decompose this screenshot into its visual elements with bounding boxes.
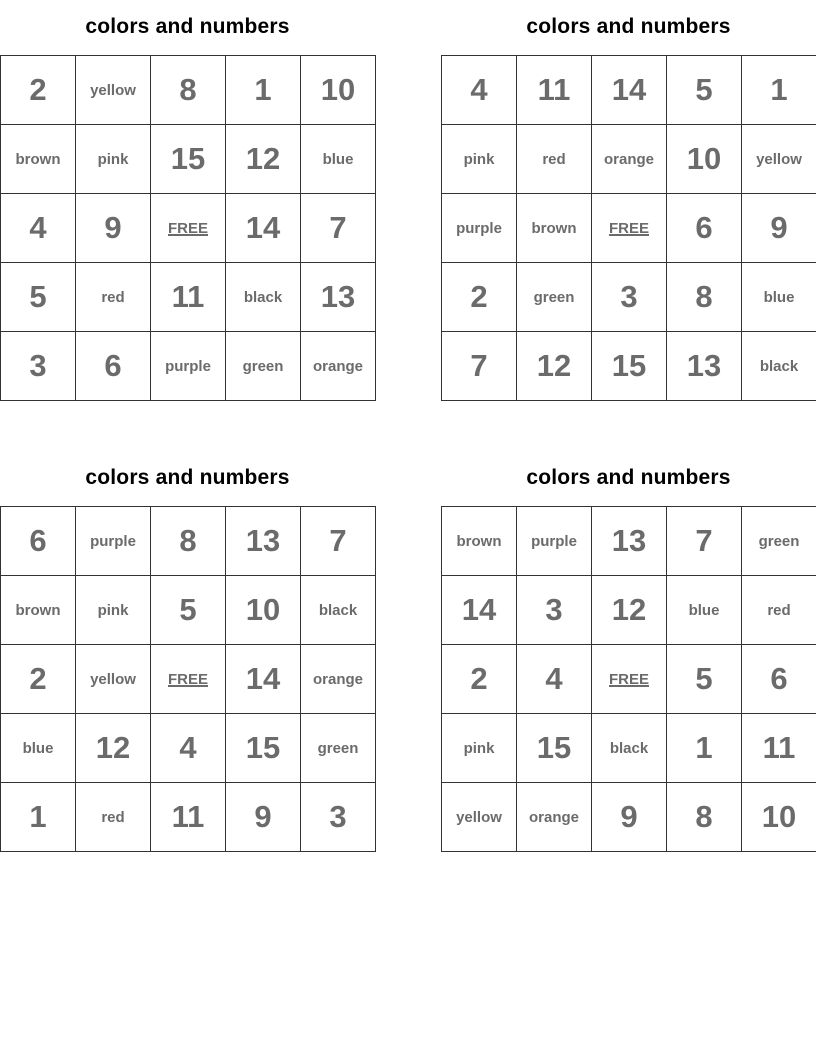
grid-row (442, 645, 816, 714)
color-word-cell: orange (517, 783, 592, 852)
number-cell: 8 (151, 507, 226, 576)
color-word-cell: blue (742, 263, 816, 332)
number-cell: 9 (76, 194, 151, 263)
color-word-cell: red (76, 783, 151, 852)
number-cell: 4 (517, 645, 592, 714)
number-cell: 4 (151, 714, 226, 783)
bingo-grid (441, 55, 816, 401)
number-cell: 6 (76, 332, 151, 401)
number-cell: 11 (151, 783, 226, 852)
free-space-label: FREE (608, 219, 649, 237)
number-cell: 11 (517, 56, 592, 125)
number-cell: 5 (667, 645, 742, 714)
bingo-card-4 (441, 451, 816, 852)
grid-row (442, 263, 816, 332)
card-title (0, 451, 375, 506)
number-cell: 3 (301, 783, 376, 852)
color-word-cell: blue (1, 714, 76, 783)
color-word-cell: purple (442, 194, 517, 263)
grid-row (1, 194, 376, 263)
number-cell: 7 (301, 507, 376, 576)
grid-row (442, 783, 816, 852)
card-title-text: colors and numbers (526, 466, 731, 489)
color-word-cell: green (517, 263, 592, 332)
bingo-card-2 (441, 0, 816, 401)
grid-row (442, 125, 816, 194)
grid-row (1, 263, 376, 332)
number-cell: 1 (667, 714, 742, 783)
color-word-cell: pink (76, 576, 151, 645)
number-cell: 14 (442, 576, 517, 645)
grid-row (442, 576, 816, 645)
number-cell: 4 (442, 56, 517, 125)
color-word-cell: green (742, 507, 816, 576)
number-cell: 2 (442, 263, 517, 332)
color-word-cell: orange (301, 332, 376, 401)
free-space-cell (592, 645, 667, 714)
color-word-cell: yellow (742, 125, 816, 194)
free-space-label: FREE (608, 670, 649, 688)
number-cell: 6 (742, 645, 816, 714)
number-cell: 13 (592, 507, 667, 576)
number-cell: 13 (226, 507, 301, 576)
color-word-cell: yellow (442, 783, 517, 852)
number-cell: 5 (667, 56, 742, 125)
grid-row (442, 194, 816, 263)
number-cell: 15 (226, 714, 301, 783)
number-cell: 6 (667, 194, 742, 263)
color-word-cell: green (301, 714, 376, 783)
number-cell: 2 (1, 645, 76, 714)
grid-row (1, 576, 376, 645)
grid-row (1, 645, 376, 714)
number-cell: 2 (1, 56, 76, 125)
number-cell: 10 (742, 783, 816, 852)
number-cell: 9 (226, 783, 301, 852)
grid-row (1, 714, 376, 783)
number-cell: 2 (442, 645, 517, 714)
number-cell: 3 (592, 263, 667, 332)
number-cell: 14 (592, 56, 667, 125)
card-title (441, 0, 816, 55)
color-word-cell: orange (301, 645, 376, 714)
color-word-cell: brown (1, 576, 76, 645)
number-cell: 1 (1, 783, 76, 852)
color-word-cell: green (226, 332, 301, 401)
color-word-cell: yellow (76, 645, 151, 714)
grid-row (1, 783, 376, 852)
number-cell: 13 (301, 263, 376, 332)
number-cell: 10 (667, 125, 742, 194)
number-cell: 5 (151, 576, 226, 645)
color-word-cell: pink (442, 714, 517, 783)
bingo-card-3 (0, 451, 375, 852)
card-title-text: colors and numbers (526, 15, 731, 38)
free-space-cell (151, 645, 226, 714)
color-word-cell: black (592, 714, 667, 783)
number-cell: 9 (742, 194, 816, 263)
number-cell: 3 (517, 576, 592, 645)
number-cell: 1 (742, 56, 816, 125)
color-word-cell: purple (151, 332, 226, 401)
color-word-cell: yellow (76, 56, 151, 125)
bingo-grid (0, 55, 376, 401)
free-space-label: FREE (167, 219, 208, 237)
card-title-text: colors and numbers (85, 15, 290, 38)
number-cell: 7 (442, 332, 517, 401)
grid-row (1, 507, 376, 576)
color-word-cell: pink (442, 125, 517, 194)
bingo-grid (441, 506, 816, 852)
number-cell: 12 (517, 332, 592, 401)
number-cell: 4 (1, 194, 76, 263)
number-cell: 12 (226, 125, 301, 194)
color-word-cell: blue (301, 125, 376, 194)
number-cell: 9 (592, 783, 667, 852)
card-title-text: colors and numbers (85, 466, 290, 489)
color-word-cell: red (742, 576, 816, 645)
grid-row (442, 56, 816, 125)
number-cell: 11 (742, 714, 816, 783)
number-cell: 1 (226, 56, 301, 125)
color-word-cell: brown (442, 507, 517, 576)
color-word-cell: blue (667, 576, 742, 645)
card-title (441, 451, 816, 506)
grid-row (442, 507, 816, 576)
card-title (0, 0, 375, 55)
number-cell: 11 (151, 263, 226, 332)
grid-row (1, 125, 376, 194)
number-cell: 6 (1, 507, 76, 576)
number-cell: 8 (667, 263, 742, 332)
number-cell: 12 (592, 576, 667, 645)
number-cell: 15 (517, 714, 592, 783)
number-cell: 12 (76, 714, 151, 783)
color-word-cell: black (226, 263, 301, 332)
color-word-cell: brown (517, 194, 592, 263)
number-cell: 13 (667, 332, 742, 401)
number-cell: 10 (301, 56, 376, 125)
color-word-cell: black (301, 576, 376, 645)
grid-row (1, 56, 376, 125)
number-cell: 5 (1, 263, 76, 332)
number-cell: 8 (151, 56, 226, 125)
bingo-grid (0, 506, 376, 852)
grid-row (442, 714, 816, 783)
number-cell: 14 (226, 645, 301, 714)
color-word-cell: orange (592, 125, 667, 194)
number-cell: 8 (667, 783, 742, 852)
color-word-cell: red (76, 263, 151, 332)
color-word-cell: pink (76, 125, 151, 194)
number-cell: 7 (301, 194, 376, 263)
grid-row (442, 332, 816, 401)
number-cell: 15 (592, 332, 667, 401)
color-word-cell: purple (517, 507, 592, 576)
color-word-cell: purple (76, 507, 151, 576)
number-cell: 10 (226, 576, 301, 645)
color-word-cell: brown (1, 125, 76, 194)
number-cell: 7 (667, 507, 742, 576)
bingo-card-1 (0, 0, 375, 401)
color-word-cell: black (742, 332, 816, 401)
color-word-cell: red (517, 125, 592, 194)
number-cell: 14 (226, 194, 301, 263)
free-space-label: FREE (167, 670, 208, 688)
free-space-cell (592, 194, 667, 263)
number-cell: 15 (151, 125, 226, 194)
number-cell: 3 (1, 332, 76, 401)
free-space-cell (151, 194, 226, 263)
grid-row (1, 332, 376, 401)
